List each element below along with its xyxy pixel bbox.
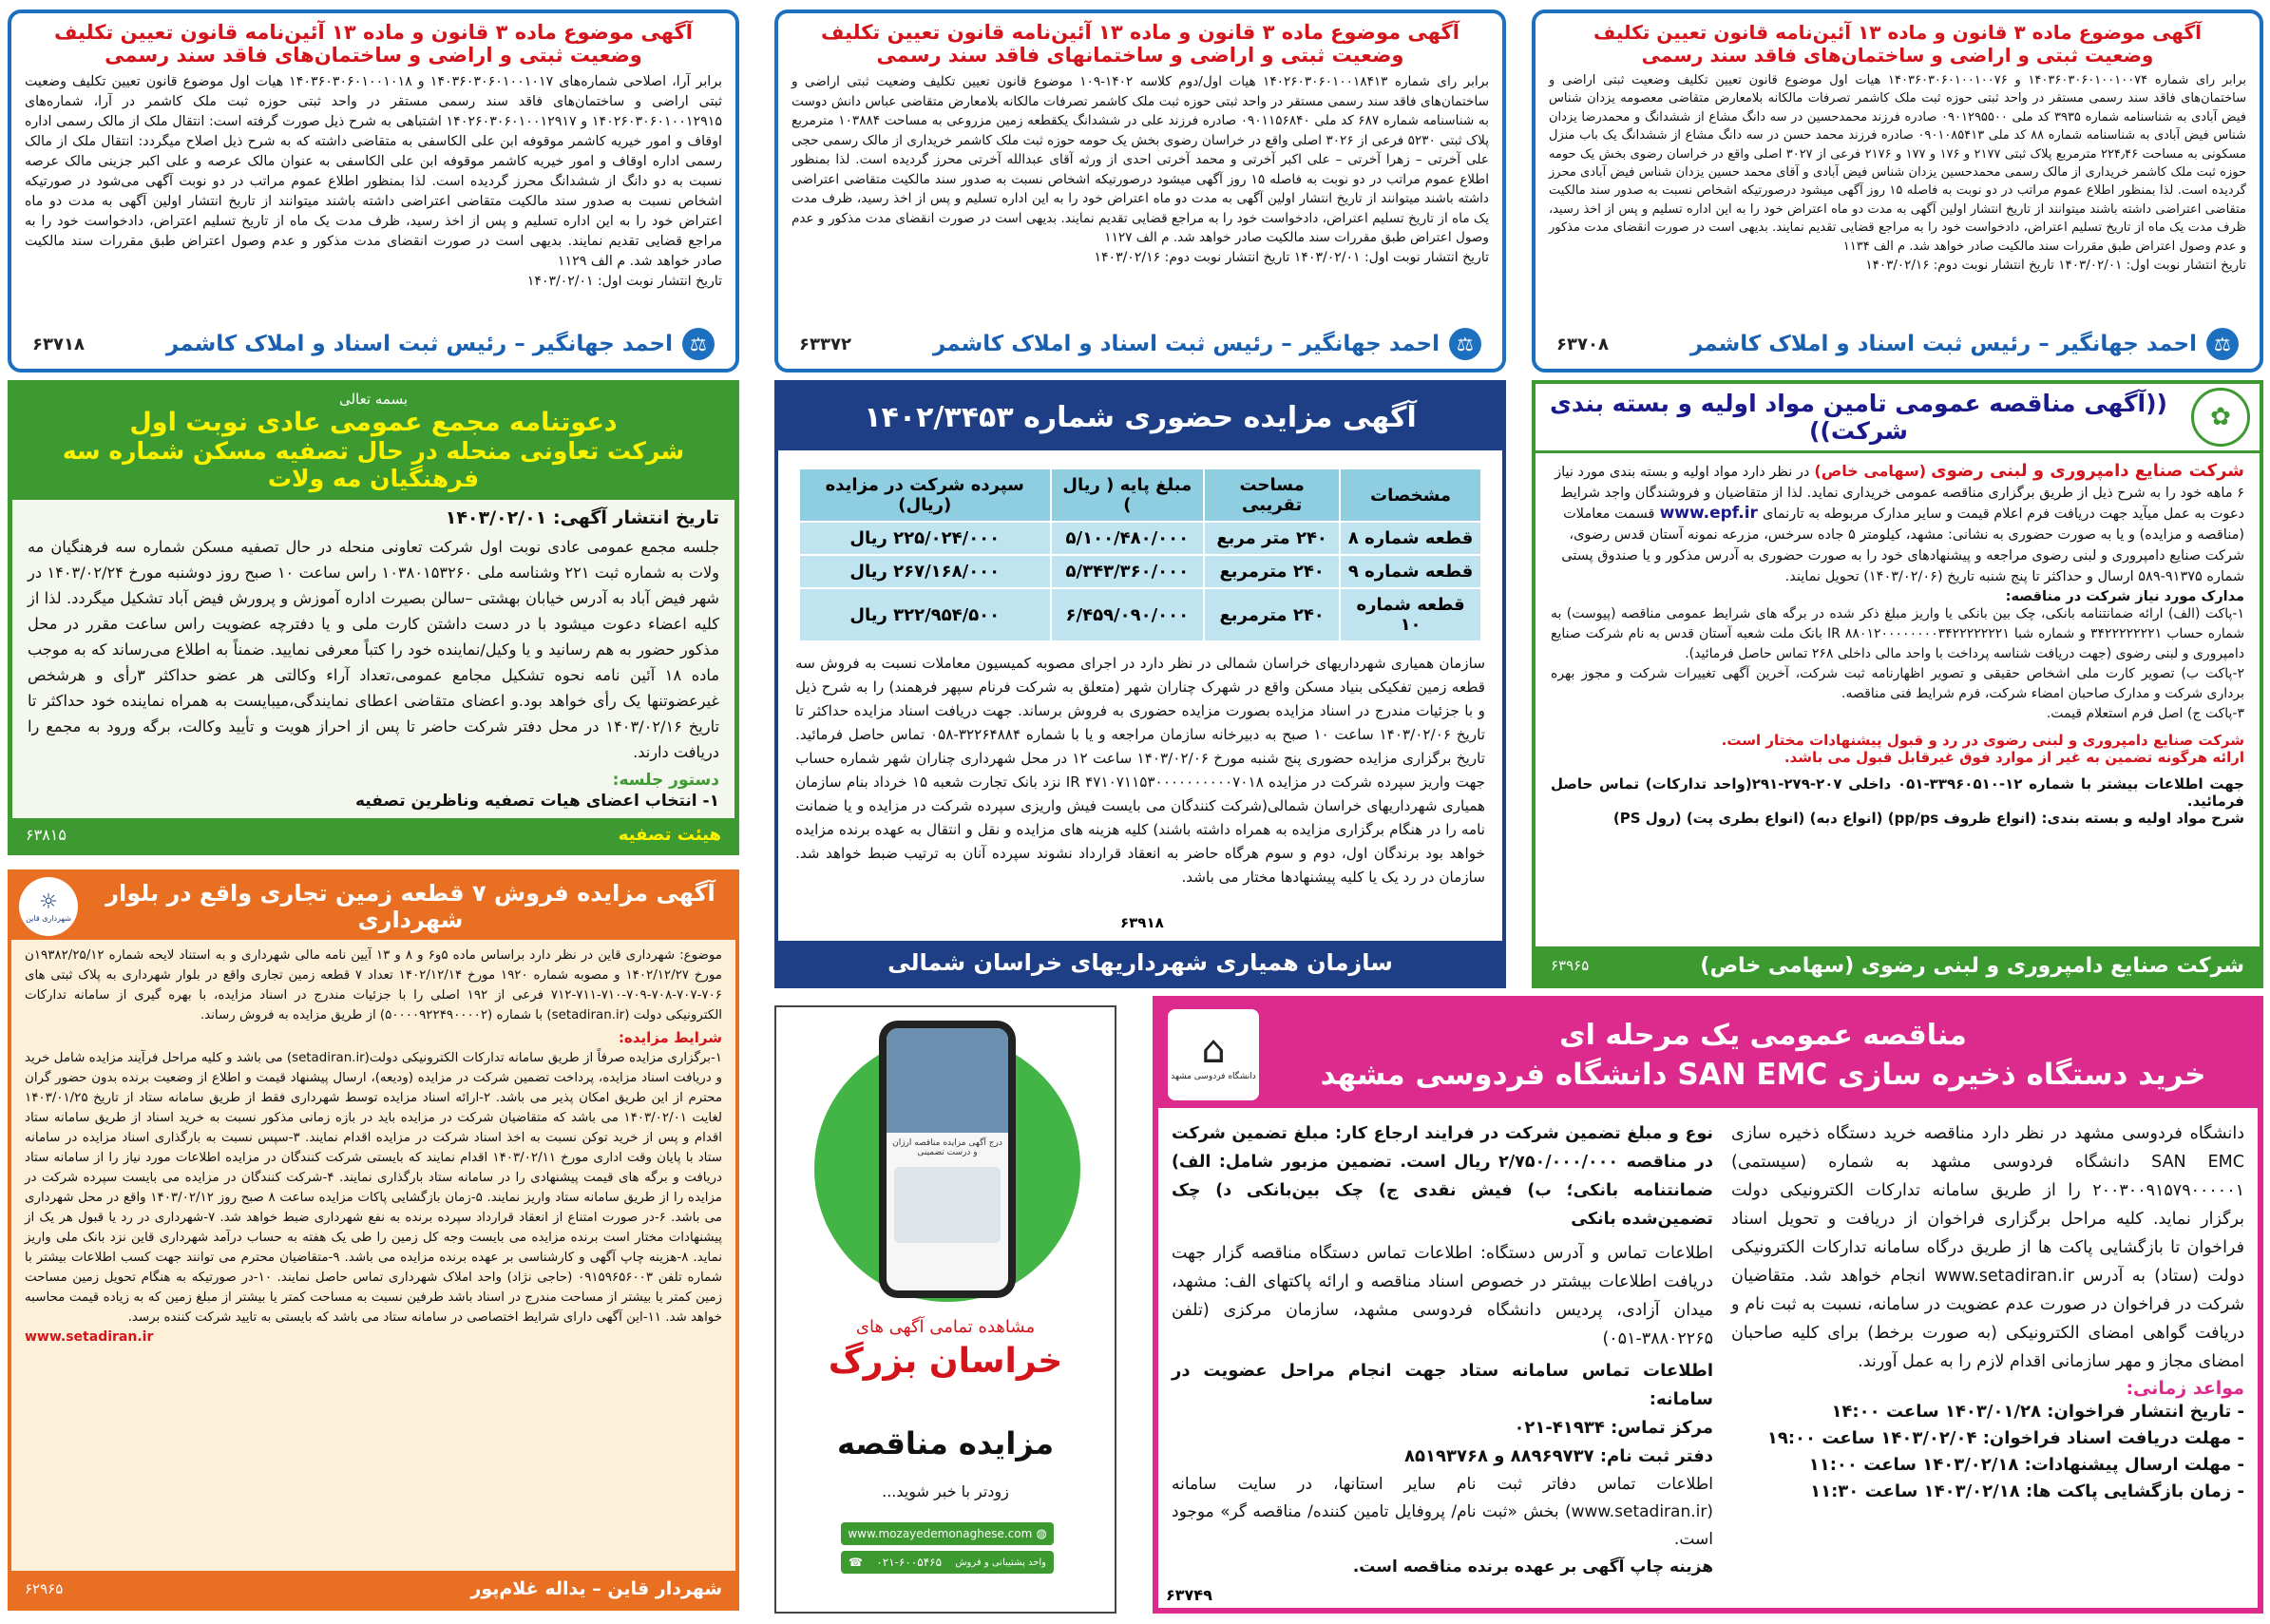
ad9-dates-title: مواعد زمانی: xyxy=(2126,1378,2244,1399)
ad4-header xyxy=(12,385,734,500)
ad6-doc1: ۱-پاکت (الف) ارائه ضمانتنامه بانکی، چک بین بانکی یا واریز مبلغ ذکر شده در برگه های شرایط عمومی مناقصه (پیوست) به شماره حساب ۳۴۲۲۲۲۲۲۲۱ و شماره شبا IR ۸۸۰۱۲۰۰۰۰۰۰۰۰۳۴۲۲۲۲۲۲۲۱ بانک ملت شعبه آستان قدس به نام شرکت صنایع دامپروری و لبنی رضوی (جهت دریافت شناسه پرداخت با واحد مالی داخلی ۲۶۸ تماس حاصل فرمائید). xyxy=(1551,606,2244,661)
ad6-note2: ارائه هرگونه تضمین به غیر از موارد فوق غیرقابل قبول می باشد. xyxy=(1784,749,2244,766)
ad9-date-4: - زمان بازگشایی پاکت ها: ۱۴۰۳/۰۲/۱۸ ساعت ۱۱:۳۰ xyxy=(1810,1481,2244,1501)
ad6-doc3: ۳-پاکت ج) اصل فرم استعلام قیمت. xyxy=(2046,706,2244,721)
ad5-cell: قطعه شماره ۸ xyxy=(1340,522,1481,555)
ad5-title: آگهی مزایده حضوری شماره ۱۴۰۲/۳۴۵۳ xyxy=(864,400,1417,434)
ad9-left-column xyxy=(1172,1119,1713,1581)
ad8-phone: ۰۲۱-۶۰۰۵۴۶۵ xyxy=(876,1556,943,1569)
ad2-date: تاریخ انتشار نوبت اول: ۱۴۰۳/۰۲/۰۱ تاریخ انتشار نوبت دوم: ۱۴۰۳/۰۲/۱۶ xyxy=(1094,249,1489,265)
ad6-code: ۶۳۹۶۵ xyxy=(1551,957,1590,974)
ad4-basmala: بسمه تعالی xyxy=(338,391,409,408)
ad9-title-line2: خرید دستگاه ذخیره سازی SAN EMC دانشگاه فردوسی مشهد xyxy=(1320,1057,2206,1092)
ad-auction-north-khorasan xyxy=(774,380,1506,988)
ad9-code: ۶۳۷۴۹ xyxy=(1166,1586,1212,1604)
ad6-company: شرکت صنایع دامپروری و لبنی رضوی xyxy=(1931,461,2244,481)
ad3-code: ۶۳۷۰۸ xyxy=(1556,334,1609,354)
ad3-title-line1: آگهی موضوع ماده ۳ قانون و ماده ۱۳ آئین‌نامه قانون تعیین تکلیف xyxy=(1593,21,2202,44)
ad3-title-line2: وضعیت ثبتی و اراضی و ساختمان‌های فاقد سند رسمی xyxy=(1641,44,2154,67)
ad6-body1: در نظر دارد مواد اولیه و بسته بندی مورد نیاز ۶ ماهه خود را به شرح ذیل از طریق برگزاری مناقصه عمومی خریداری نماید. لذا از متقاضیان و فروشندگان واجد شرایط دعوت به عمل میآید جهت دریافت فرم اعلام قیمت و سایر مدارک مربوطه به تارنمای xyxy=(1555,465,2244,522)
ad1-title-line1: آگهی موضوع ماده ۳ قانون و ماده ۱۳ آئین‌نامه قانون تعیین تکلیف xyxy=(54,21,693,44)
ad5-table xyxy=(798,468,1482,642)
ad6-note1: شرکت صنایع دامپروری و لبنی رضوی در رد و قبول پیشنهادات مختار است. xyxy=(1721,732,2244,749)
ad8-phone-bar[interactable] xyxy=(841,1551,1054,1574)
ad5-col-deposit: سپرده شرکت در مزایده (ریال) xyxy=(799,468,1051,522)
ad5-table-header-row xyxy=(799,468,1481,522)
ad4-code: ۶۳۸۱۵ xyxy=(26,825,67,844)
ad6-contact: جهت اطلاعات بیشتر با شماره ۱۲-۳۳۹۶۰۵۱۰-۰۵۱ داخلی ۲۰۷-۲۷۹-۲۹۱(واحد تدارکات) تماس حاصل فرمائید. xyxy=(1551,775,2244,810)
ad7-footer xyxy=(11,1571,735,1607)
ad4-title-line2: شرکت تعاونی منحله در حال تصفیه مسکن شماره سه فرهنگیان مه ولات xyxy=(62,437,685,492)
ad7-body2: ۱-برگزاری مزایده صرفاً از طریق سامانه تدارکات الکترونیکی دولت(setadiran.ir) می باشد و کلیه مراحل فرآیند مزایده شامل خرید و دریافت اسناد مزایده، پرداخت تضمین شرکت در مزایده (ودیعه)، ارسال پیشنهاد قیمت و اطلاع از وضعیت برنده بدون حضور گران محترم از این طریق امکان پذیر می باشد. ۲-ارائه اسناد مزایده توسط شهرداری فقط از طریق سامانه ستاد از تاریخ ۱۴۰۳/۰۱/۲۵ لغایت ۱۴۰۳/۰۲/۰۱ می باشد که متقاضیان شرکت در مزایده باید در بازه زمانی مذکور نسبت به خرید اسناد از طریق سامانه ستاد اقدام و پس از خرید توکن نسبت به اخذ اسناد شرکت در مزایده اقدام نمایند. ۳-سپس نسبت به بارگذاری اسناد مزایده در سامانه ستاد با پایان وقت اداری مورخ ۱۴۰۳/۰۲/۱۱ اقدام نمایند که بایستی شرکت کنندگان در مزایده اطلاعات مورد نیاز را از سامانه ستاد دریافت و برگه های قیمت پیشنهادی را در سامانه ستاد بارگذاری نمایند. ۴-شرکت کنندگان در مزایده می بایست سپرده شرکت در مزایده را از طریق سامانه ستاد واریز نمایند. ۵-زمان بازگشایی پاکات مزایده ساعت ۸ صبح روز ۱۴۰۳/۰۲/۱۲ واقع در محل شهرداری می باشد. ۶-در صورت امتناع از انعقاد قرارداد سپرده برنده به نفع شهرداری ضبط خواهد شد. ۷-شهرداری در رد یا قبول هر یک از پیشنهادات مختار است برنده مزایده می بایست وجه کل زمین را طی یک هفته به حساب درآمد شهرداری قاین نزد بانک ملی واریز نماید. ۸-هزینه چاپ آگهی و کارشناسی بر عهده برنده مزایده می باشد. ۹-متقاضیان محترم می توانند جهت کسب اطلاعات بیشتر با شماره تلفن ۰۹۱۵۹۶۵۶۰۰۳ (حاجی نژاد) واحد املاک شهرداری تماس حاصل نمایند. ۱۰-در صورتیکه به هنگام تحویل زمین مساحت زمین کمتر یا بیشتر از مساحت مندرج در اسناد باشد طرفین نسبت به مساحت کمتر یا بیشتر از مبلغ زمین که به زیاده قیمت محاسبه خواهد شد. ۱۱-این آگهی دارای شرایط اختصاصی در سامانه ستاد می باشد که بایستی به تایید شرکت کننده برسد. xyxy=(25,1051,722,1325)
ad5-cell: ۲۴۰ مترمربع xyxy=(1204,588,1340,641)
ad5-footer xyxy=(778,941,1502,984)
university-logo-icon: ⌂ xyxy=(1201,1028,1226,1072)
ad3-footer xyxy=(1543,325,2252,363)
ad3-signature: احمد جهانگیر – رئیس ثبت اسناد و املاک کاشمر xyxy=(1689,332,2197,356)
ad-dairy-tender xyxy=(1532,380,2263,988)
ad9-header xyxy=(1158,1002,2258,1108)
ad5-footer-text: سازمان همیاری شهرداریهای خراسان شمالی xyxy=(887,949,1393,976)
table-row xyxy=(799,522,1481,555)
ad6-website[interactable]: www.epf.ir xyxy=(1659,504,1758,523)
ad5-cell: قطعه شماره ۱۰ xyxy=(1340,588,1481,641)
promo-phone-screen-text: درج آگهی مزایده مناقصه ارزان و درست تضمینی xyxy=(892,1138,1002,1157)
ad1-signature: احمد جهانگیر – رئیس ثبت اسناد و املاک کاشمر xyxy=(165,332,673,356)
ad9-left-body3: اطلاعات تماس سامانه ستاد جهت انجام مراحل عضویت در سامانه: xyxy=(1172,1361,1713,1409)
ad5-cell: ۳۲۲/۹۵۴/۵۰۰ ریال xyxy=(799,588,1051,641)
ad9-right-body: دانشگاه فردوسی مشهد در نظر دارد مناقصه خرید دستگاه ذخیره سازی SAN EMC دانشگاه فردوسی مشهد به شماره (سیستمی) ۲۰۰۳۰۰۹۱۵۷۹۰۰۰۰۰۱ را از طریق سامانه تدارکات الکترونیکی دولت برگزار نماید. کلیه مراحل برگزاری فراخوان از دریافت و تحویل اسناد فراخوان تا بازگشایی پاکت ها از طریق درگاه سامانه تدارکات الکترونیکی دولت (ستاد) به آدرس www.setadiran.ir انجام خواهد شد. متقاضیان شرکت در فراخوان در صورت عدم عضویت در سامانه، نسبت به ثبت نام و دریافت گواهی امضای الکترونیکی (به صورت برخط) برای کلیه صاحبان امضای مجاز و مهر سازمانی اقدام لازم را به عمل آورند. xyxy=(1731,1124,2244,1371)
ad3-body: برابر رای شماره ۱۴۰۳۶۰۳۰۶۰۱۰۰۱۰۰۷۴ و ۱۴۰۳۶۰۳۰۶۰۱۰۰۱۰۰۷۶ هیات اول موضوع قانون تعیین تکلیف وضعیت ثبتی اراضی و ساختمان‌های فاقد سند رسمی مستقر در واحد ثبتی حوزه ثبت ملک کاشمر تصرفات مالکانه بلامعارض متقاضی معصومه یزدان شناس فیض آبادی به شناسنامه شماره ۳۹۳۵ کد ملی ۰۹۰۱۲۹۵۵۰۰ صادره فرزند محمدحسین در سه دانگ مشاع از ششدانگ و محمدرضا یزدان شناس فیض آبادی به شناسنامه شماره ۸۸ کد ملی ۰۹۰۱۰۸۵۴۱۳ صادره فرزند محمد حسن در سه دانگ مشاع از ششدانگ یک باب منزل مسکونی به مساحت ۲۲۴٫۴۶ مترمربع پلاک ثبتی ۲۱۷۷ و ۱۷۶ و ۱۷۷ و ۲۱۷۶ فرعی از ۳۰۲۷ اصلی واقع در خراسان رضوی بخش یک حومه حوزه ثبت ملک کاشمر خریداری از مالک رسمی محمدحسین یزدان شناس فیض آبادی و آقای محمد حسین یزدان شناس فیض آبادی محرز گردیده است. لذا بمنظور اطلاع عموم مراتب در دو نوبت به فاصله ۱۵ روز آگهی میشود درصورتیکه اشخاص نسبت به صدور سند مالکیت متقاضی اعتراضی داشته باشند میتوانند از تاریخ انتشار اولین آگهی به مدت دو ماه اعتراض خود را به این اداره تسلیم و پس از اخذ رسید، ظرف مدت یک ماه از تاریخ تسلیم اعتراض، دادخواست خود را به مراجع قضایی تقدیم نمایند. بدیهی است در صورت انقضای مدت مذکور و عدم وصول اعتراض طبق مقررات سند مالکیت صادر خواهد شد. م الف ۱۱۳۴ xyxy=(1549,73,2247,254)
ad9-title-line1: مناقصه عمومی یک مرحله ای xyxy=(1559,1018,1967,1052)
ad1-date: تاریخ انتشار نوبت اول: ۱۴۰۳/۰۲/۰۱ xyxy=(526,274,722,289)
ad8-caption1: مشاهده تمامی آگهی های xyxy=(855,1317,1036,1337)
ad6-body2: قسمت معاملات (مناقصه و مزایده) و یا به صورت حضوری به نشانی: مشهد، کیلومتر ۵ جاده سرخس، مزرعه نمونه آستان قدس رضوی، شرکت صنایع دامپروری و لبنی رضوی مراجعه و پیشنهادهای خود را به صورت حضوری به آدرس مذکور و یا صندوق پستی شماره ۹۱۳۷۵-۵۸۹ ارسال و حداکثر تا پنج شنبه تاریخ (۱۴۰۳/۰۲/۰۶) تحویل نمایند. xyxy=(1561,506,2244,584)
ad4-date: تاریخ انتشار آگهی: ۱۴۰۳/۰۲/۰۱ xyxy=(445,507,719,528)
ad7-code: ۶۲۹۶۵ xyxy=(25,1580,64,1597)
ad7-logo xyxy=(19,877,78,936)
ad2-body: برابر رای شماره ۱۴۰۲۶۰۳۰۶۰۱۰۰۱۸۴۱۳ هیات اول/دوم کلاسه ۱۴۰۲-۱۰۹ موضوع قانون تعیین تکلیف وضعیت ثبتی اراضی و ساختمان‌های فاقد سند رسمی مستقر در واحد ثبتی حوزه ثبت ملک کاشمر تصرفات مالکانه بلامعارض متقاضی عباس دانش دوست به شناسنامه شماره ۶۸۷ کد ملی ۰۹۰۱۱۵۶۸۴۰ صادره فرزند علی در ششدانگ یکقطعه زمین مزروعی به مساحت ۱۰۳۸۸۴ مترمربع پلاک ثبتی ۵۲۳۰ فرعی از ۳۰۲۶ اصلی واقع در خراسان رضوی بخش یک حومه حوزه ثبت ملک کاشمر خریداری از مالک رسمی حجی علی آخرتی – زهرا آخرتی – علی اکبر آخرتی و محمد آخرتی احدی از ورثه آقای عبدالله آخرتی محرز گردیده است. لذا بمنظور اطلاع عموم مراتب در دو نوبت به فاصله ۱۵ روز آگهی میشود درصورتیکه اشخاص نسبت به صدور سند مالکیت متقاضی اعتراضی داشته باشند میتوانند از تاریخ انتشار اولین آگهی به مدت دو ماه اعتراض خود را به این اداره تسلیم و پس از اخذ رسید، ظرف مدت یک ماه از تاریخ تسلیم اعتراض، دادخواست خود را به مراجع قضایی تقدیم نمایند. بدیهی است در صورت انقضای مدت مذکور و عدم وصول اعتراض طبق مقررات سند مالکیت صادر خواهد شد. م الف ۱۱۲۷ xyxy=(792,74,1490,245)
ad5-cell: ۲۶۷/۱۶۸/۰۰۰ ریال xyxy=(799,555,1051,588)
ad5-cell: ۶/۴۵۹/۰۹۰/۰۰۰ xyxy=(1051,588,1205,641)
ad5-cell: ۵/۱۰۰/۴۸۰/۰۰۰ xyxy=(1051,522,1205,555)
ad-land-registry-1 xyxy=(8,10,739,373)
ad8-caption2: خراسان بزرگ xyxy=(828,1342,1063,1381)
ad4-footer xyxy=(12,818,734,850)
ad7-logo-text: شهرداری قاین xyxy=(26,914,71,923)
ad6-company-sub: (سهامی خاص) xyxy=(1814,462,1927,480)
ad1-body: برابر آرا، اصلاحی شماره‌های ۱۴۰۳۶۰۳۰۶۰۱۰۰۱۰۱۷ و ۱۴۰۳۶۰۳۰۶۰۱۰۰۱۰۱۸ هیات اول موضوع قانون تعیین تکلیف وضعیت ثبتی اراضی و ساختمان‌های فاقد سند رسمی مستقر در واحد ثبتی حوزه ثبت ملک کاشمر در آرا، شماره‌های ۱۴۰۲۶۰۳۰۶۰۱۰۰۱۲۹۱۵ و ۱۴۰۲۶۰۳۰۶۰۱۰۰۱۲۹۱۷ اشتباهی به شرح ذیل صورت گرفته است: انتقال ملک از مالک رسمی اداره اوقاف و امور خیریه کاشمر موقوفه ابن علی الکاسفی به متقاضی داشته که به شرح ذیل اصلاح میگردد: انتقال ملک از مالک رسمی اداره اوقاف و امور خیریه کاشمر موقوفه ابن علی الکاسفی به عنوان مالک عرصه و علی اکبر جزینی مالک عرصه نسبت به دو دانگ از ششدانگ محرز گردیده است. لذا بمنظور اطلاع عموم مراتب در دو نوبت آگهی می‌شود در صورتیکه اشخاص نسبت به صدور سند مالکیت متقاضی اعتراضی داشته باشند میتوانند از تاریخ انتشار اولین آگهی به مدت دو ماه اعتراض خود را به این اداره تسلیم و پس از اخذ رسید، ظرف مدت یک ماه از تاریخ تسلیم اعتراض، دادخواست خود را به مراجع قضایی تقدیم نمایند. بدیهی است در صورت انقضای مدت مذکور و عدم وصول اعتراض طبق مقررات سند مالکیت صادر خواهد شد. م الف ۱۱۲۹ xyxy=(25,74,722,269)
ad6-doc2: ۲-پاکت ب) تصویر کارت ملی اشخاص حقیقی و تصویر اظهارنامه ثبت شرکت، آخرین آگهی تغییرات شرکت و مجوز بهره برداری شرکت و مدارک صاحبان امضاء شرکت، فرم شرایط فنی مناقصه. xyxy=(1551,666,2244,701)
ad4-signature: هیئت تصفیه xyxy=(618,824,721,845)
ad5-header xyxy=(778,384,1502,450)
ad6-footer xyxy=(1536,946,2260,984)
ad3-date: تاریخ انتشار نوبت اول: ۱۴۰۳/۰۲/۰۱ تاریخ انتشار نوبت دوم: ۱۴۰۳/۰۲/۱۶ xyxy=(1865,258,2246,274)
ad9-logo xyxy=(1168,1009,1259,1100)
ad2-signature: احمد جهانگیر – رئیس ثبت اسناد و املاک کاشمر xyxy=(932,332,1440,356)
table-row xyxy=(799,555,1481,588)
ad7-header xyxy=(11,873,735,940)
ad6-docs-title: مدارک مورد نیاز شرکت در مناقصه: xyxy=(2005,589,2244,604)
registry-logo-icon: ⚖ xyxy=(2206,328,2239,360)
registry-logo-icon: ⚖ xyxy=(682,328,715,360)
ad9-left-body1: نوع و مبلغ تضمین شرکت در فرایند ارجاع کار: مبلغ تضمین شرکت در مناقصه ۲/۷۵۰/۰۰۰/۰۰۰ ریال است. تضمین مزبور شامل: الف) ضمانتنامه بانکی؛ ب) فیش نقدی ج) چک بین‌بانکی د) چک تضمین‌شده بانکی xyxy=(1172,1124,1713,1229)
ad9-left-body4: اطلاعات تماس دفاتر ثبت نام سایر استانها، در سایت سامانه (www.setadiran.ir) بخش «ثبت نام/ پروفایل تامین کننده/ مناقصه گر» موجود است. xyxy=(1172,1475,1713,1549)
ad9-center: مرکز تماس: ۴۱۹۳۴-۰۲۱ xyxy=(1514,1418,1713,1438)
ad5-code: ۶۳۹۱۸ xyxy=(1120,914,1164,931)
ad4-agenda-item: ۱- انتخاب اعضای هیات تصفیه وناظرین تصفیه xyxy=(354,792,719,811)
ad8-logo: مزایده مناقصه xyxy=(837,1425,1054,1462)
ad9-left-body2: اطلاعات تماس و آدرس دستگاه: اطلاعات تماس دستگاه مناقصه گزار جهت دریافت اطلاعات بیشتر در خصوص اسناد مناقصه و ارائه پاکتهای الف: مشهد، میدان آزادی، پردیس دانشگاه فردوسی مشهد، سازمان مرکزی (تلفن ۳۸۸۰۲۲۶۵-۰۵۱) xyxy=(1172,1244,1713,1348)
ad1-code: ۶۳۷۱۸ xyxy=(32,334,85,354)
ad-cooperative-assembly xyxy=(8,380,739,855)
ad9-left-body5: هزینه چاپ آگهی بر عهده برنده مناقصه است. xyxy=(1352,1557,1713,1576)
ad9-date-3: - مهلت ارسال پیشنهادات: ۱۴۰۳/۰۲/۱۸ ساعت ۱۱:۰۰ xyxy=(1808,1455,2244,1475)
ad-mozayede-promo xyxy=(774,1005,1116,1614)
ad9-right-column xyxy=(1731,1119,2244,1505)
ad6-title: ((آگهی مناقصه عمومی تامین مواد اولیه و بسته بندی شرکت)) xyxy=(1550,390,2167,445)
ad6-header xyxy=(1536,384,2260,453)
ad4-title-line1: دعوتنامه مجمع عمومی عادی نوبت اول xyxy=(129,408,618,437)
ad8-phone-caption: واحد پشتیبانی و فروش xyxy=(955,1557,1046,1568)
ad5-cell: قطعه شماره ۹ xyxy=(1340,555,1481,588)
ad5-col-base-price: مبلغ پایه ( ریال ) xyxy=(1051,468,1205,522)
registry-logo-icon: ⚖ xyxy=(1449,328,1481,360)
ad5-cell: ۲۲۵/۰۲۴/۰۰۰ ریال xyxy=(799,522,1051,555)
ad7-title: آگهی مزایده فروش ۷ قطعه زمین تجاری واقع در بلوار شهرداری xyxy=(105,880,715,933)
globe-icon: ◍ xyxy=(1036,1526,1047,1541)
ad-qaen-municipality-auction xyxy=(8,869,739,1611)
ad8-website-bar[interactable] xyxy=(841,1522,1054,1545)
ad9-office: دفتر ثبت نام: ۸۸۹۶۹۷۳۷ و ۸۵۱۹۳۷۶۸ xyxy=(1404,1446,1713,1466)
ad7-conditions-title: شرایط مزایده: xyxy=(618,1029,722,1046)
ad-land-registry-2 xyxy=(774,10,1506,373)
ad2-footer xyxy=(786,325,1495,363)
ad6-footer-text: شرکت صنایع دامپروری و لبنی رضوی (سهامی خاص) xyxy=(1700,953,2244,978)
table-row xyxy=(799,588,1481,641)
ad9-date-2: - مهلت دریافت اسناد فراخوان: ۱۴۰۳/۰۲/۰۴ ساعت ۱۹:۰۰ xyxy=(1766,1428,2244,1448)
ad-land-registry-3 xyxy=(1532,10,2263,373)
ad5-cell: ۲۴۰ مترمربع xyxy=(1204,555,1340,588)
ad1-title-line2: وضعیت ثبتی و اراضی و ساختمان‌های فاقد سند رسمی xyxy=(105,44,642,67)
phone-icon: ☎ xyxy=(849,1556,863,1569)
promo-phone xyxy=(879,1021,1016,1298)
dairy-logo-icon: ✿ xyxy=(2191,388,2250,447)
ad5-cell: ۵/۳۴۳/۳۶۰/۰۰۰ xyxy=(1051,555,1205,588)
ad9-date-1: - تاریخ انتشار فراخوان: ۱۴۰۳/۰۱/۲۸ ساعت ۱۴:۰۰ xyxy=(1831,1402,2244,1422)
ad5-cell: ۲۴۰ متر مربع xyxy=(1204,522,1340,555)
ad7-website[interactable]: www.setadiran.ir xyxy=(25,1329,154,1345)
ad2-code: ۶۳۳۷۲ xyxy=(799,334,851,354)
ad5-body: سازمان همیاری شهرداریهای خراسان شمالی در نظر دارد در اجرای مصوبه کمیسیون معاملات نسبت به فروش سه قطعه زمین تفکیکی بنیاد مسکن واقع در شهرک چناران شهر (متعلق به شرکت فرنام سپهر فرهمند) را به شرح ذیل و با جزئیات مندرج در اسناد مزایده بصورت مزایده حضوری به فروش برساند. جهت دریافت اسناد مزایده حداکثر تا تاریخ ۱۴۰۳/۰۲/۰۶ ساعت ۱۰ صبح به دبیرخانه سازمان مراجعه و یا با شماره ۳۲۲۶۴۸۸۴-۰۵۸ تماس حاصل فرمائید. تاریخ برگزاری مزایده حضوری پنج شنبه مورخ ۱۴۰۳/۰۲/۰۶ ساعت ۱۲ در محل شهرداری چناران شهر شماره حساب جهت واریز سپرده شرکت در مزایده ۴۷۱۰۷۱۱۵۳۰۰۰۰۰۰۰۰۰۰۷۰۱۸ IR نزد بانک تجارت شعبه ۱۵ خرداد بنام سازمان همیاری شهرداریهای خراسان شمالی(شرکت کنندگان می بایست فیش واریزی سپرده شرکت در مزایده و یا ضمانت نامه را در هنگام برگزاری مزایده به همراه داشته باشند) کلیه هزینه های مزایده و نقل و انتقال به عهده برنده مزایده خواهد بود برندگان اول، دوم و سوم هرگاه حاضر به انعقاد قرارداد نشوند سپرده آنان به ترتیب ضبط خواهد شد. سازمان در رد یک یا کلیه پیشنهادها مختار می باشد. xyxy=(795,655,1485,886)
ad4-agenda-title: دستور جلسه: xyxy=(612,771,719,790)
ad-ferdowsi-university-tender xyxy=(1153,996,2263,1614)
ad5-col-spec: مشخصات xyxy=(1340,468,1481,522)
ad2-title-line1: آگهی موضوع ماده ۳ قانون و ماده ۱۳ آئین‌نامه قانون تعیین تکلیف xyxy=(821,21,1459,44)
ad7-signature: شهردار قاین – یداله غلام‌پور xyxy=(470,1578,722,1599)
ad6-products: شرح مواد اولیه و بسته بندی: (انواع ظروف pp/ps) (انواع دبه) (انواع بطری پت) (رول PS) xyxy=(1612,810,2244,827)
ad8-website: www.mozayedemonaghese.com xyxy=(848,1527,1033,1540)
ad1-footer xyxy=(19,325,728,363)
ad8-tagline: زودتر با خبر شوید... xyxy=(882,1482,1009,1500)
ad4-body: جلسه مجمع عمومی عادی نوبت اول شرکت تعاونی منحله در حال تصفیه مسکن شماره سه فرهنگیان مه ولات به شماره ثبت ۲۲۱ وشناسه ملی ۱۰۳۸۰۱۵۳۲۶۰ راس ساعت ۱۰ صبح روز دوشنبه مورخ ۱۴۰۳/۰۲/۲۴ در شهر فیض آباد به آدرس خیابان بهشتی –سالن بصیرت اداره آموزش و پرورش فیض آباد تشکیل میگردد. لذا از کلیه اعضاء دعوت میشود با در دست داشتن کارت ملی و یا دفترچه عضویت راس ساعت مقرر در محل مذکور حضور به هم رسانید و یا وکیل/نماینده خود را کتباً معرفی نمایید. ضمناً به اطلاع می‌رساند که به موجب ماده ۱۸ آئین نامه نحوه تشکیل مجامع عمومی،تعداد آراء وکالتی هر عضو حداکثر ۳رأی و هرشخص غیرعضوتنها یک رأی خواهد بود.و اعضای متقاضی اعطای نمایندگی،میبایست به همراه نماینده خود حداکثر تا تاریخ ۱۴۰۳/۰۲/۱۶ در محل دفتر شرکت حاضر تا پس از احراز هویت و تأیید وکالت، برگه ورود به مجمع را دریافت دارند. xyxy=(28,538,720,761)
ad9-logo-text: دانشگاه فردوسی مشهد xyxy=(1171,1072,1256,1081)
municipality-logo-icon: ☼ xyxy=(39,890,58,914)
ad2-title-line2: وضعیت ثبتی و اراضی و ساختمانهای فاقد سند رسمی xyxy=(876,44,1404,67)
ad7-body1: موضوع: شهرداری قاین در نظر دارد براساس ماده ۵و۶ و ۸ و ۱۳ آیین نامه مالی شهرداری و به استناد لایحه شماره ۱۹۳۸۲/۲۵/۱۲ن مورخ ۱۴۰۲/۱۲/۲۷ و مصوبه شماره ۱۹۲۰ مورخ ۱۴۰۲/۱۲/۱۴ تعداد ۷ قطعه زمین تجاری واقع در بلوار شهرداری به پلاک ثبتی های ۷۰۶-۷۰۷-۷۰۸-۷۰۹-۷۱۰-۷۱۱-۷۱۲ فرعی از ۱۹۲ اصلی را با جزئیات مندرج در اسناد مزایده، با بهره گیری از سامانه تدارکات الکترونیکی دولت (setadiran.ir) با شماره (۵۰۰۰۰۹۲۲۴۹۰۰۰۰۲) از طریق مزایده به فروش رساند. xyxy=(25,948,722,1022)
ad5-col-area: مساحت تقریبی xyxy=(1204,468,1340,522)
